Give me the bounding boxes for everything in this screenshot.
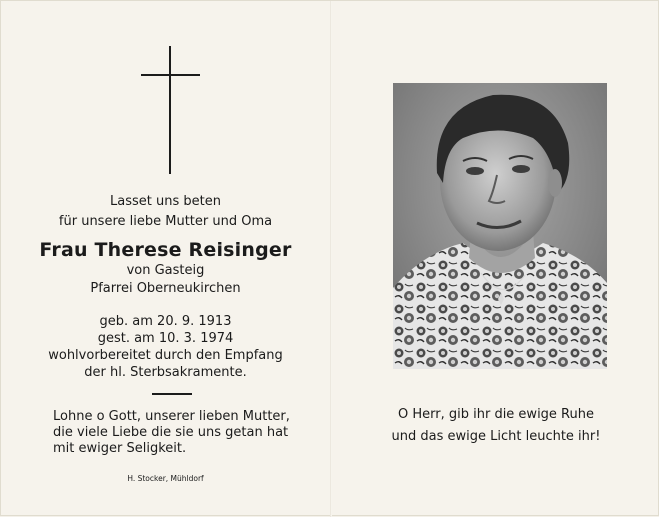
parish-line: Pfarrei Oberneukirchen: [90, 281, 241, 296]
cross-icon: [141, 46, 201, 176]
closing-line-1: Lohne o Gott, unserer lieben Mutter,: [53, 409, 290, 424]
origin-line: von Gasteig: [126, 263, 205, 278]
closing-line-3: mit ewiger Seligkeit.: [53, 441, 187, 456]
left-panel: [1, 1, 330, 517]
printer-credit: H. Stocker, Mühldorf: [127, 474, 204, 483]
closing-prayer: [53, 409, 290, 457]
sacrament-line-1: wohlvorbereitet durch den Empfang: [48, 348, 283, 363]
prayer-line-2: und das ewige Licht leuchte ihr!: [391, 429, 601, 444]
divider-rule: [152, 393, 192, 395]
deceased-name: Frau Therese Reisinger: [39, 239, 292, 261]
sacrament-line-2: der hl. Sterbsakramente.: [84, 365, 247, 380]
birth-date: geb. am 20. 9. 1913: [99, 314, 232, 329]
closing-line-2: die viele Liebe die sie uns getan hat: [53, 425, 289, 440]
death-date: gest. am 10. 3. 1974: [97, 331, 234, 346]
right-panel: [332, 1, 659, 517]
prayer-line-1: O Herr, gib ihr die ewige Ruhe: [398, 407, 594, 422]
intro-line-2: für unsere liebe Mutter und Oma: [58, 214, 273, 229]
portrait-photo: [393, 83, 607, 369]
intro-line-1: Lasset uns beten: [110, 194, 221, 209]
